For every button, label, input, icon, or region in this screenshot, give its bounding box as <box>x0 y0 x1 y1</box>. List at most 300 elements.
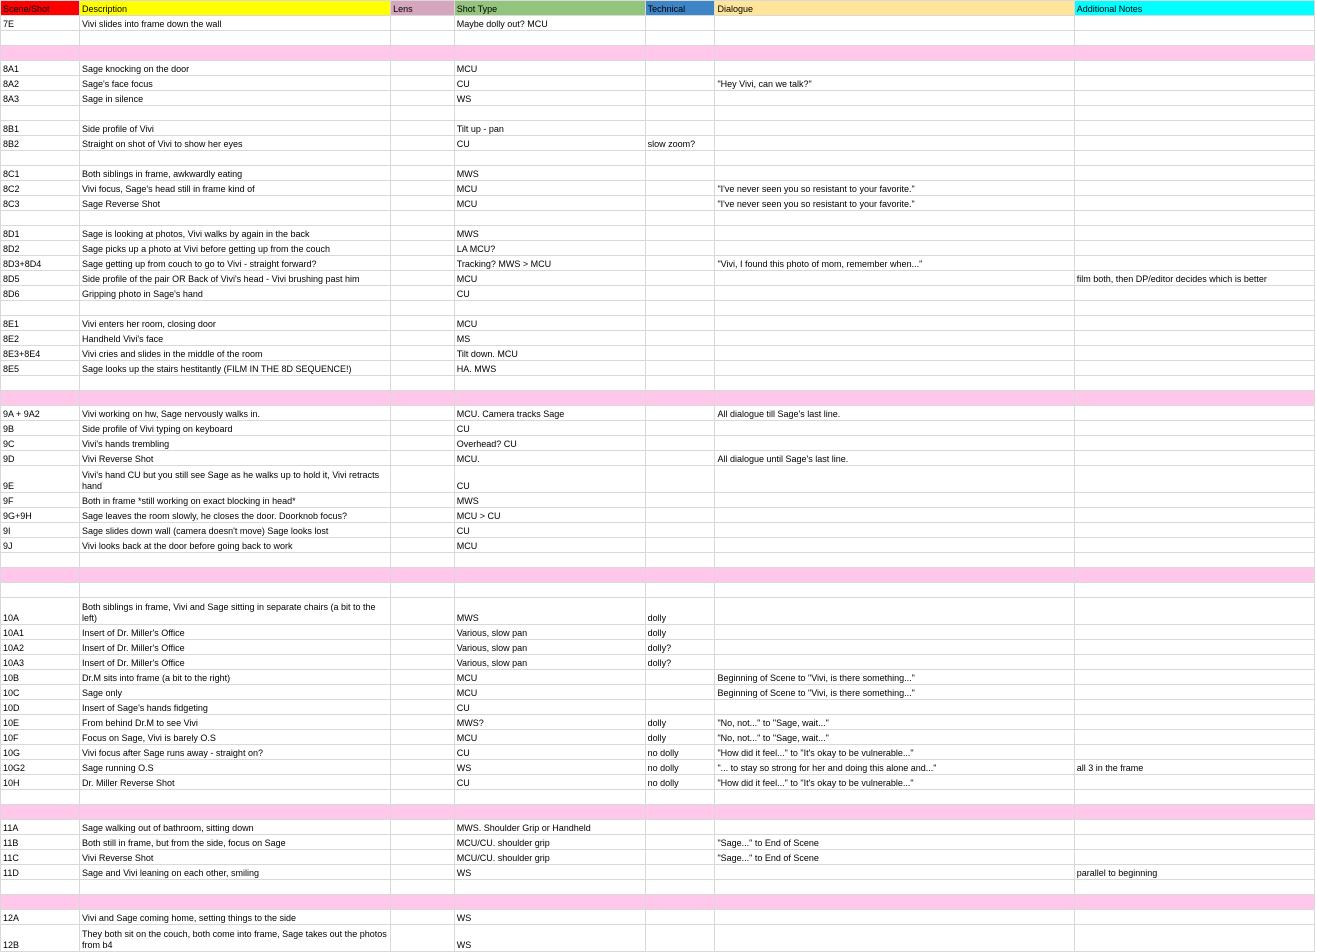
cell-technical[interactable]: no dolly <box>645 775 715 790</box>
cell-technical[interactable] <box>645 436 715 451</box>
cell-description[interactable]: Sage and Vivi leaning on each other, smiling <box>80 865 391 880</box>
cell-technical[interactable] <box>645 451 715 466</box>
cell-description[interactable]: Both in frame *still working on exact blocking in head* <box>80 493 391 508</box>
cell-shot-type[interactable]: CU <box>454 700 645 715</box>
cell-scene-shot[interactable] <box>1 31 80 46</box>
cell-shot-type[interactable]: MWS? <box>454 715 645 730</box>
cell-technical[interactable] <box>645 493 715 508</box>
cell-dialogue[interactable] <box>715 106 1074 121</box>
cell-shot-type[interactable]: CU <box>454 421 645 436</box>
cell-technical[interactable] <box>645 700 715 715</box>
cell-description[interactable] <box>80 583 391 598</box>
cell-description[interactable]: Both siblings in frame, Vivi and Sage sitting in separate chairs (a bit to the left) <box>80 598 391 625</box>
header-lens[interactable]: Lens <box>391 1 455 16</box>
cell-additional-notes[interactable] <box>1074 466 1314 493</box>
cell-shot-type[interactable]: MWS <box>454 598 645 625</box>
cell-scene-shot[interactable]: 12A <box>1 910 80 925</box>
cell-lens[interactable] <box>391 583 455 598</box>
cell-shot-type[interactable]: WS <box>454 925 645 952</box>
cell-description[interactable]: Vivi's hand CU but you still see Sage as he walks up to hold it, Vivi retracts hand <box>80 466 391 493</box>
header-technical[interactable]: Technical <box>645 1 715 16</box>
cell-description[interactable]: Vivi and Sage coming home, setting things to the side <box>80 910 391 925</box>
cell-technical[interactable]: dolly <box>645 598 715 625</box>
cell-dialogue[interactable]: Beginning of Scene to "Vivi, is there something..." <box>715 685 1074 700</box>
cell-technical[interactable] <box>645 106 715 121</box>
cell-dialogue[interactable] <box>715 226 1074 241</box>
cell-dialogue[interactable] <box>715 331 1074 346</box>
cell-lens[interactable] <box>391 151 455 166</box>
cell-technical[interactable] <box>645 406 715 421</box>
cell-dialogue[interactable] <box>715 361 1074 376</box>
cell-lens[interactable] <box>391 196 455 211</box>
cell-scene-shot[interactable]: 9C <box>1 436 80 451</box>
cell-technical[interactable]: no dolly <box>645 760 715 775</box>
cell-dialogue[interactable] <box>715 316 1074 331</box>
cell-description[interactable]: Sage knocking on the door <box>80 61 391 76</box>
cell-description[interactable]: Vivi focus, Sage's head still in frame kind of <box>80 181 391 196</box>
cell-additional-notes[interactable] <box>1074 730 1314 745</box>
cell-scene-shot[interactable]: 12B <box>1 925 80 952</box>
cell-description[interactable]: Vivi Reverse Shot <box>80 451 391 466</box>
cell-dialogue[interactable] <box>715 910 1074 925</box>
cell-dialogue[interactable] <box>715 16 1074 31</box>
cell-description[interactable]: Both siblings in frame, awkwardly eating <box>80 166 391 181</box>
cell-additional-notes[interactable] <box>1074 406 1314 421</box>
cell-lens[interactable] <box>391 523 455 538</box>
cell-description[interactable]: Insert of Sage's hands fidgeting <box>80 700 391 715</box>
cell-shot-type[interactable]: MCU <box>454 316 645 331</box>
cell-technical[interactable] <box>645 553 715 568</box>
cell-technical[interactable] <box>645 256 715 271</box>
cell-lens[interactable] <box>391 76 455 91</box>
cell-additional-notes[interactable] <box>1074 451 1314 466</box>
cell-description[interactable]: Sage looks up the stairs hestitantly (FILM IN THE 8D SEQUENCE!) <box>80 361 391 376</box>
cell-shot-type[interactable] <box>454 391 645 406</box>
cell-dialogue[interactable] <box>715 553 1074 568</box>
cell-lens[interactable] <box>391 493 455 508</box>
cell-scene-shot[interactable]: 8D3+8D4 <box>1 256 80 271</box>
cell-additional-notes[interactable] <box>1074 166 1314 181</box>
cell-dialogue[interactable] <box>715 700 1074 715</box>
cell-lens[interactable] <box>391 346 455 361</box>
cell-scene-shot[interactable]: 8C3 <box>1 196 80 211</box>
cell-dialogue[interactable] <box>715 568 1074 583</box>
cell-additional-notes[interactable] <box>1074 685 1314 700</box>
cell-additional-notes[interactable] <box>1074 106 1314 121</box>
cell-scene-shot[interactable]: 10A3 <box>1 655 80 670</box>
cell-lens[interactable] <box>391 790 455 805</box>
cell-scene-shot[interactable]: 8D6 <box>1 286 80 301</box>
cell-technical[interactable]: no dolly <box>645 745 715 760</box>
cell-additional-notes[interactable] <box>1074 598 1314 625</box>
cell-additional-notes[interactable] <box>1074 895 1314 910</box>
cell-description[interactable] <box>80 301 391 316</box>
cell-dialogue[interactable] <box>715 820 1074 835</box>
cell-scene-shot[interactable]: 8E1 <box>1 316 80 331</box>
cell-technical[interactable] <box>645 241 715 256</box>
cell-scene-shot[interactable]: 11C <box>1 850 80 865</box>
cell-shot-type[interactable]: MCU > CU <box>454 508 645 523</box>
cell-dialogue[interactable]: "No, not..." to "Sage, wait..." <box>715 730 1074 745</box>
cell-shot-type[interactable]: MCU/CU. shoulder grip <box>454 850 645 865</box>
cell-shot-type[interactable]: MCU <box>454 271 645 286</box>
cell-description[interactable] <box>80 106 391 121</box>
cell-additional-notes[interactable] <box>1074 91 1314 106</box>
cell-dialogue[interactable] <box>715 121 1074 136</box>
cell-technical[interactable] <box>645 196 715 211</box>
cell-lens[interactable] <box>391 538 455 553</box>
cell-additional-notes[interactable] <box>1074 136 1314 151</box>
cell-description[interactable]: Sage slides down wall (camera doesn't move) Sage looks lost <box>80 523 391 538</box>
cell-shot-type[interactable]: HA. MWS <box>454 361 645 376</box>
cell-technical[interactable] <box>645 670 715 685</box>
cell-dialogue[interactable]: "I've never seen you so resistant to your favorite." <box>715 181 1074 196</box>
cell-technical[interactable]: dolly? <box>645 655 715 670</box>
cell-lens[interactable] <box>391 553 455 568</box>
cell-additional-notes[interactable] <box>1074 241 1314 256</box>
cell-description[interactable]: Vivi focus after Sage runs away - straight on? <box>80 745 391 760</box>
cell-technical[interactable] <box>645 790 715 805</box>
cell-technical[interactable]: dolly <box>645 715 715 730</box>
cell-shot-type[interactable] <box>454 46 645 61</box>
cell-shot-type[interactable] <box>454 895 645 910</box>
cell-technical[interactable]: slow zoom? <box>645 136 715 151</box>
cell-scene-shot[interactable] <box>1 805 80 820</box>
cell-additional-notes[interactable] <box>1074 121 1314 136</box>
cell-lens[interactable] <box>391 361 455 376</box>
cell-description[interactable]: Vivi working on hw, Sage nervously walks in. <box>80 406 391 421</box>
cell-additional-notes[interactable] <box>1074 31 1314 46</box>
cell-additional-notes[interactable] <box>1074 391 1314 406</box>
cell-dialogue[interactable]: "Vivi, I found this photo of mom, remember when..." <box>715 256 1074 271</box>
cell-description[interactable]: Both still in frame, but from the side, focus on Sage <box>80 835 391 850</box>
cell-scene-shot[interactable] <box>1 151 80 166</box>
cell-scene-shot[interactable] <box>1 106 80 121</box>
cell-description[interactable]: Vivi cries and slides in the middle of the room <box>80 346 391 361</box>
cell-lens[interactable] <box>391 121 455 136</box>
cell-technical[interactable] <box>645 835 715 850</box>
cell-additional-notes[interactable] <box>1074 835 1314 850</box>
cell-lens[interactable] <box>391 331 455 346</box>
cell-scene-shot[interactable] <box>1 790 80 805</box>
cell-shot-type[interactable]: MCU <box>454 670 645 685</box>
cell-shot-type[interactable] <box>454 790 645 805</box>
cell-technical[interactable] <box>645 910 715 925</box>
cell-description[interactable]: Insert of Dr. Miller's Office <box>80 625 391 640</box>
cell-dialogue[interactable] <box>715 166 1074 181</box>
cell-additional-notes[interactable] <box>1074 436 1314 451</box>
cell-additional-notes[interactable] <box>1074 361 1314 376</box>
cell-dialogue[interactable] <box>715 493 1074 508</box>
cell-additional-notes[interactable] <box>1074 376 1314 391</box>
cell-technical[interactable] <box>645 286 715 301</box>
cell-scene-shot[interactable]: 8E2 <box>1 331 80 346</box>
cell-dialogue[interactable] <box>715 151 1074 166</box>
cell-technical[interactable] <box>645 508 715 523</box>
cell-additional-notes[interactable] <box>1074 850 1314 865</box>
cell-shot-type[interactable]: Tracking? MWS > MCU <box>454 256 645 271</box>
header-scene-shot[interactable]: Scene/Shot <box>1 1 80 16</box>
cell-dialogue[interactable] <box>715 136 1074 151</box>
cell-lens[interactable] <box>391 865 455 880</box>
cell-additional-notes[interactable] <box>1074 745 1314 760</box>
cell-dialogue[interactable]: All dialogue till Sage's last line. <box>715 406 1074 421</box>
cell-additional-notes[interactable] <box>1074 421 1314 436</box>
cell-description[interactable]: Straight on shot of Vivi to show her eyes <box>80 136 391 151</box>
cell-description[interactable]: From behind Dr.M to see Vivi <box>80 715 391 730</box>
cell-additional-notes[interactable] <box>1074 301 1314 316</box>
cell-scene-shot[interactable]: 10E <box>1 715 80 730</box>
cell-additional-notes[interactable] <box>1074 181 1314 196</box>
cell-lens[interactable] <box>391 166 455 181</box>
cell-shot-type[interactable]: CU <box>454 466 645 493</box>
cell-technical[interactable] <box>645 523 715 538</box>
cell-description[interactable] <box>80 31 391 46</box>
cell-shot-type[interactable] <box>454 553 645 568</box>
cell-dialogue[interactable] <box>715 61 1074 76</box>
cell-shot-type[interactable]: WS <box>454 865 645 880</box>
cell-technical[interactable] <box>645 331 715 346</box>
cell-shot-type[interactable]: MCU <box>454 196 645 211</box>
cell-description[interactable] <box>80 805 391 820</box>
cell-dialogue[interactable] <box>715 790 1074 805</box>
cell-scene-shot[interactable]: 8D5 <box>1 271 80 286</box>
cell-technical[interactable] <box>645 685 715 700</box>
cell-shot-type[interactable]: MS <box>454 331 645 346</box>
cell-lens[interactable] <box>391 715 455 730</box>
cell-technical[interactable] <box>645 271 715 286</box>
cell-lens[interactable] <box>391 286 455 301</box>
cell-lens[interactable] <box>391 835 455 850</box>
cell-shot-type[interactable]: Overhead? CU <box>454 436 645 451</box>
cell-additional-notes[interactable] <box>1074 568 1314 583</box>
cell-lens[interactable] <box>391 421 455 436</box>
header-additional-notes[interactable]: Additional Notes <box>1074 1 1314 16</box>
cell-shot-type[interactable] <box>454 301 645 316</box>
cell-scene-shot[interactable]: 8D1 <box>1 226 80 241</box>
cell-description[interactable] <box>80 151 391 166</box>
cell-dialogue[interactable] <box>715 286 1074 301</box>
cell-dialogue[interactable] <box>715 865 1074 880</box>
cell-additional-notes[interactable] <box>1074 16 1314 31</box>
cell-dialogue[interactable]: "No, not..." to "Sage, wait..." <box>715 715 1074 730</box>
cell-additional-notes[interactable] <box>1074 331 1314 346</box>
cell-technical[interactable] <box>645 583 715 598</box>
cell-description[interactable]: They both sit on the couch, both come into frame, Sage takes out the photos from b4 <box>80 925 391 952</box>
cell-lens[interactable] <box>391 31 455 46</box>
cell-scene-shot[interactable]: 9B <box>1 421 80 436</box>
cell-scene-shot[interactable] <box>1 376 80 391</box>
cell-description[interactable] <box>80 46 391 61</box>
cell-technical[interactable] <box>645 211 715 226</box>
cell-scene-shot[interactable] <box>1 568 80 583</box>
cell-shot-type[interactable]: CU <box>454 523 645 538</box>
cell-shot-type[interactable]: MWS. Shoulder Grip or Handheld <box>454 820 645 835</box>
cell-dialogue[interactable]: "Hey Vivi, can we talk?" <box>715 76 1074 91</box>
cell-lens[interactable] <box>391 376 455 391</box>
cell-scene-shot[interactable]: 9E <box>1 466 80 493</box>
cell-scene-shot[interactable]: 8E3+8E4 <box>1 346 80 361</box>
cell-additional-notes[interactable] <box>1074 640 1314 655</box>
cell-shot-type[interactable]: Maybe dolly out? MCU <box>454 16 645 31</box>
cell-dialogue[interactable] <box>715 805 1074 820</box>
cell-additional-notes[interactable] <box>1074 655 1314 670</box>
cell-additional-notes[interactable]: film both, then DP/editor decides which is better <box>1074 271 1314 286</box>
cell-description[interactable] <box>80 553 391 568</box>
cell-shot-type[interactable]: MCU <box>454 181 645 196</box>
cell-scene-shot[interactable] <box>1 895 80 910</box>
cell-description[interactable]: Sage walking out of bathroom, sitting down <box>80 820 391 835</box>
cell-additional-notes[interactable] <box>1074 670 1314 685</box>
cell-additional-notes[interactable] <box>1074 775 1314 790</box>
cell-scene-shot[interactable]: 8A2 <box>1 76 80 91</box>
cell-technical[interactable] <box>645 391 715 406</box>
cell-shot-type[interactable] <box>454 568 645 583</box>
cell-technical[interactable] <box>645 466 715 493</box>
cell-technical[interactable] <box>645 820 715 835</box>
cell-shot-type[interactable]: MWS <box>454 493 645 508</box>
cell-description[interactable]: Focus on Sage, Vivi is barely O.S <box>80 730 391 745</box>
cell-lens[interactable] <box>391 880 455 895</box>
cell-dialogue[interactable] <box>715 466 1074 493</box>
cell-shot-type[interactable] <box>454 211 645 226</box>
cell-technical[interactable] <box>645 805 715 820</box>
cell-lens[interactable] <box>391 850 455 865</box>
cell-scene-shot[interactable]: 11B <box>1 835 80 850</box>
cell-lens[interactable] <box>391 625 455 640</box>
cell-shot-type[interactable]: MCU <box>454 61 645 76</box>
cell-dialogue[interactable]: "How did it feel..." to "It's okay to be vulnerable..." <box>715 745 1074 760</box>
cell-additional-notes[interactable] <box>1074 583 1314 598</box>
cell-additional-notes[interactable] <box>1074 151 1314 166</box>
cell-dialogue[interactable] <box>715 583 1074 598</box>
header-shot-type[interactable]: Shot Type <box>454 1 645 16</box>
cell-dialogue[interactable] <box>715 880 1074 895</box>
cell-dialogue[interactable] <box>715 421 1074 436</box>
cell-shot-type[interactable] <box>454 376 645 391</box>
cell-technical[interactable] <box>645 538 715 553</box>
cell-shot-type[interactable]: CU <box>454 76 645 91</box>
header-dialogue[interactable]: Dialogue <box>715 1 1074 16</box>
cell-additional-notes[interactable] <box>1074 715 1314 730</box>
cell-dialogue[interactable]: Beginning of Scene to "Vivi, is there something..." <box>715 670 1074 685</box>
cell-lens[interactable] <box>391 760 455 775</box>
cell-lens[interactable] <box>391 316 455 331</box>
cell-lens[interactable] <box>391 181 455 196</box>
cell-description[interactable]: Gripping photo in Sage's hand <box>80 286 391 301</box>
cell-shot-type[interactable]: MCU <box>454 538 645 553</box>
cell-lens[interactable] <box>391 271 455 286</box>
cell-technical[interactable]: dolly <box>645 730 715 745</box>
cell-technical[interactable] <box>645 61 715 76</box>
cell-scene-shot[interactable]: 8D2 <box>1 241 80 256</box>
cell-technical[interactable] <box>645 226 715 241</box>
cell-shot-type[interactable]: WS <box>454 910 645 925</box>
cell-dialogue[interactable] <box>715 301 1074 316</box>
cell-shot-type[interactable]: Tilt down. MCU <box>454 346 645 361</box>
cell-lens[interactable] <box>391 745 455 760</box>
cell-scene-shot[interactable]: 10A2 <box>1 640 80 655</box>
cell-scene-shot[interactable]: 9A + 9A2 <box>1 406 80 421</box>
cell-scene-shot[interactable]: 8A1 <box>1 61 80 76</box>
cell-additional-notes[interactable] <box>1074 256 1314 271</box>
cell-dialogue[interactable] <box>715 391 1074 406</box>
cell-lens[interactable] <box>391 226 455 241</box>
cell-dialogue[interactable] <box>715 211 1074 226</box>
cell-additional-notes[interactable] <box>1074 880 1314 895</box>
cell-shot-type[interactable]: MCU. <box>454 451 645 466</box>
cell-description[interactable]: Sage getting up from couch to go to Vivi - straight forward? <box>80 256 391 271</box>
cell-lens[interactable] <box>391 256 455 271</box>
cell-scene-shot[interactable]: 10C <box>1 685 80 700</box>
cell-shot-type[interactable] <box>454 805 645 820</box>
cell-lens[interactable] <box>391 895 455 910</box>
cell-technical[interactable] <box>645 850 715 865</box>
cell-scene-shot[interactable]: 10D <box>1 700 80 715</box>
cell-dialogue[interactable]: "Sage..." to End of Scene <box>715 835 1074 850</box>
cell-lens[interactable] <box>391 640 455 655</box>
cell-additional-notes[interactable] <box>1074 820 1314 835</box>
cell-description[interactable]: Insert of Dr. Miller's Office <box>80 655 391 670</box>
cell-dialogue[interactable] <box>715 640 1074 655</box>
cell-dialogue[interactable] <box>715 376 1074 391</box>
cell-technical[interactable] <box>645 925 715 952</box>
cell-additional-notes[interactable] <box>1074 790 1314 805</box>
cell-technical[interactable] <box>645 91 715 106</box>
cell-shot-type[interactable] <box>454 106 645 121</box>
cell-scene-shot[interactable] <box>1 211 80 226</box>
cell-shot-type[interactable]: Various, slow pan <box>454 640 645 655</box>
cell-description[interactable]: Sage's face focus <box>80 76 391 91</box>
cell-description[interactable]: Insert of Dr. Miller's Office <box>80 640 391 655</box>
cell-scene-shot[interactable]: 9I <box>1 523 80 538</box>
cell-lens[interactable] <box>391 820 455 835</box>
cell-technical[interactable] <box>645 346 715 361</box>
cell-scene-shot[interactable] <box>1 880 80 895</box>
cell-scene-shot[interactable]: 11A <box>1 820 80 835</box>
cell-shot-type[interactable]: Tilt up - pan <box>454 121 645 136</box>
cell-additional-notes[interactable] <box>1074 286 1314 301</box>
cell-scene-shot[interactable]: 9J <box>1 538 80 553</box>
cell-dialogue[interactable] <box>715 655 1074 670</box>
cell-dialogue[interactable] <box>715 523 1074 538</box>
cell-description[interactable] <box>80 376 391 391</box>
cell-scene-shot[interactable]: 7E <box>1 16 80 31</box>
cell-description[interactable]: Vivi slides into frame down the wall <box>80 16 391 31</box>
cell-lens[interactable] <box>391 700 455 715</box>
cell-additional-notes[interactable] <box>1074 316 1314 331</box>
cell-technical[interactable] <box>645 31 715 46</box>
cell-scene-shot[interactable]: 10B <box>1 670 80 685</box>
cell-shot-type[interactable]: CU <box>454 286 645 301</box>
cell-lens[interactable] <box>391 391 455 406</box>
cell-dialogue[interactable]: "I've never seen you so resistant to your favorite." <box>715 196 1074 211</box>
cell-dialogue[interactable]: "... to stay so strong for her and doing this alone and..." <box>715 760 1074 775</box>
cell-technical[interactable] <box>645 361 715 376</box>
cell-description[interactable]: Vivi looks back at the door before going back to work <box>80 538 391 553</box>
cell-description[interactable]: Side profile of Vivi <box>80 121 391 136</box>
cell-description[interactable] <box>80 391 391 406</box>
cell-additional-notes[interactable] <box>1074 226 1314 241</box>
cell-description[interactable]: Side profile of Vivi typing on keyboard <box>80 421 391 436</box>
cell-dialogue[interactable] <box>715 895 1074 910</box>
cell-shot-type[interactable]: MCU. Camera tracks Sage <box>454 406 645 421</box>
cell-additional-notes[interactable] <box>1074 910 1314 925</box>
cell-dialogue[interactable] <box>715 538 1074 553</box>
cell-description[interactable] <box>80 895 391 910</box>
cell-technical[interactable] <box>645 46 715 61</box>
cell-shot-type[interactable]: MCU <box>454 730 645 745</box>
